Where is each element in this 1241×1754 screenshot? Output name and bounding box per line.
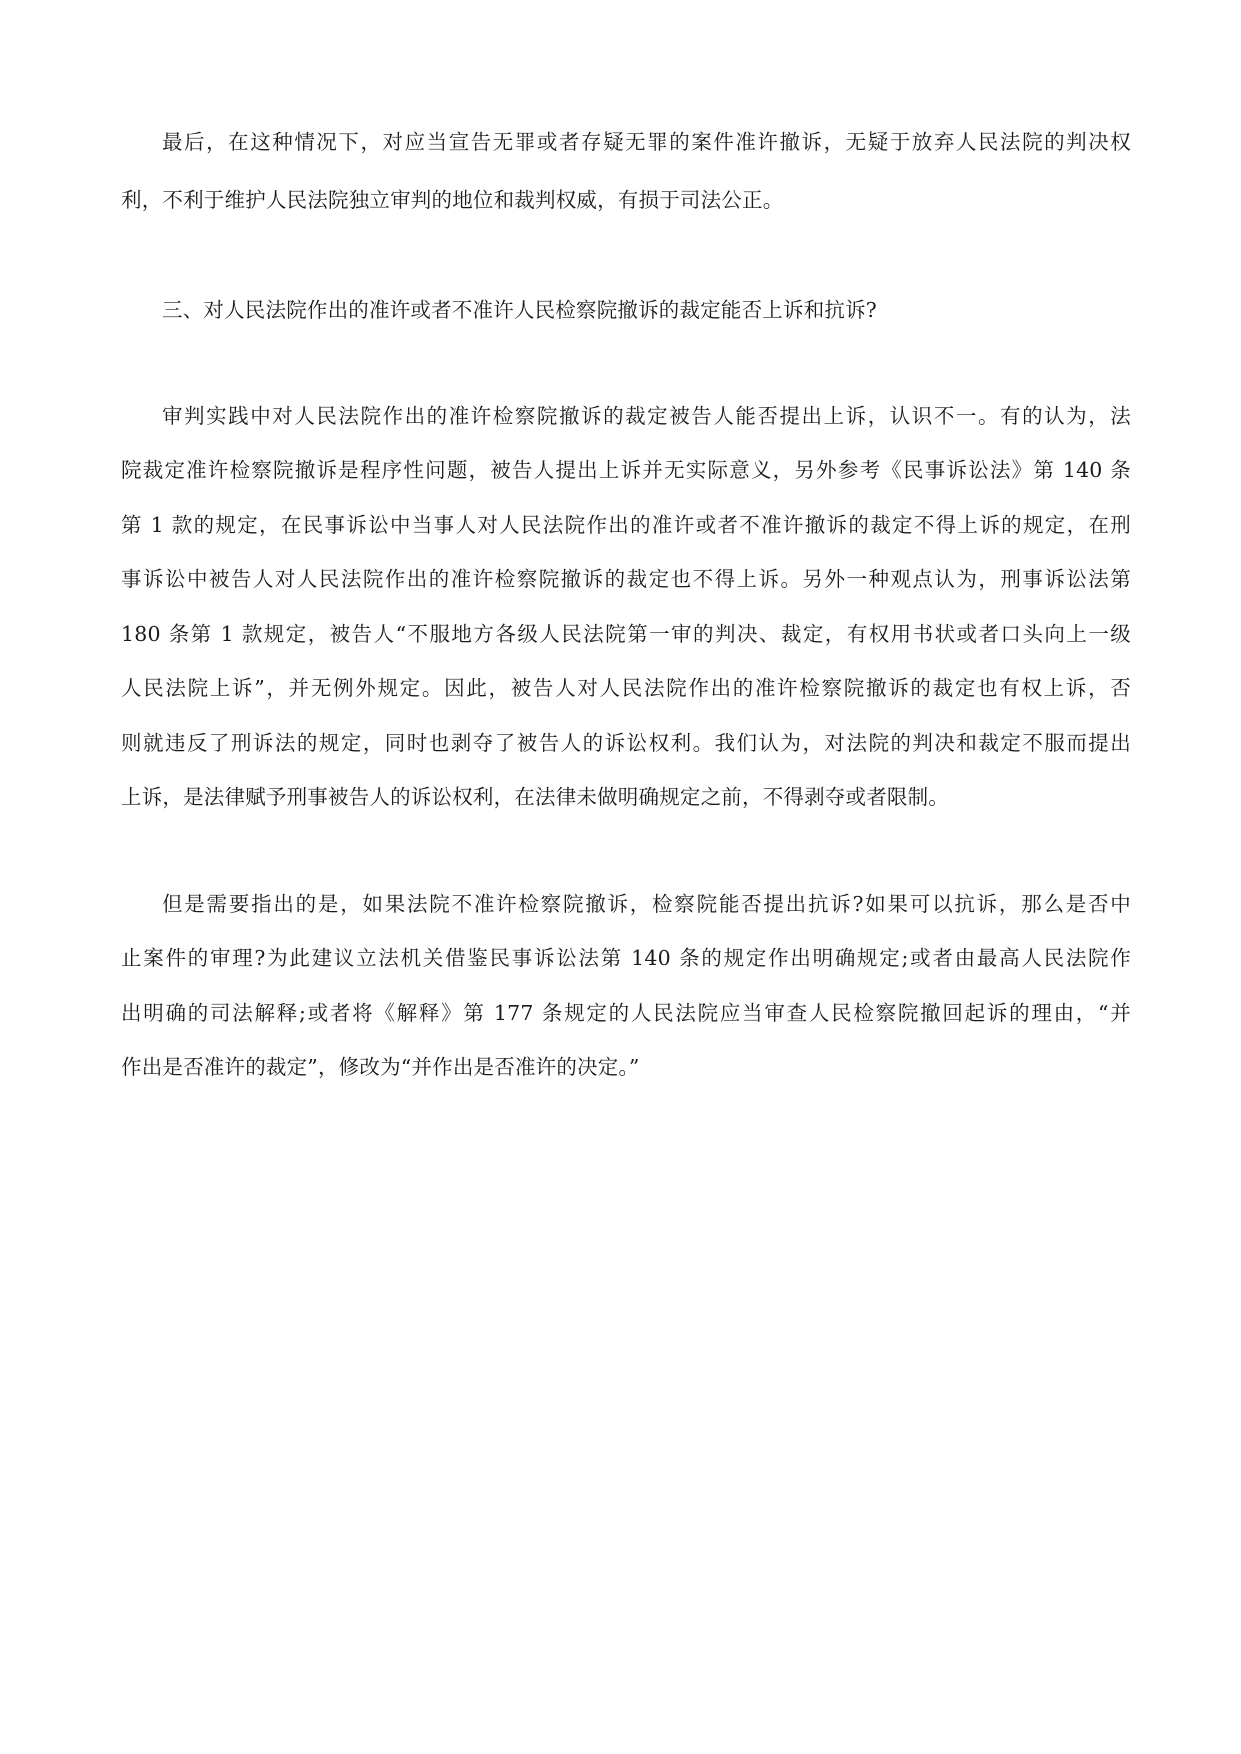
paragraph-3-line-3: 第 1 款的规定，在民事诉讼中当事人对人民法院作出的准许或者不准许撤诉的裁定不得上诉的规定，在刑 [121, 513, 1131, 537]
paragraph-3-line-6: 人民法院上诉”，并无例外规定。因此，被告人对人民法院作出的准许检察院撤诉的裁定也有权上诉，否 [121, 676, 1131, 700]
section-heading: 三、对人民法院作出的准许或者不准许人民检察院撤诉的裁定能否上诉和抗诉? [162, 298, 877, 322]
paragraph-4-line-1: 但是需要指出的是，如果法院不准许检察院撤诉，检察院能否提出抗诉?如果可以抗诉，那么是否中 [162, 892, 1131, 916]
paragraph-4-line-4: 作出是否准许的裁定”，修改为“并作出是否准许的决定。” [121, 1055, 640, 1079]
paragraph-3-line-2: 院裁定准许检察院撤诉是程序性问题，被告人提出上诉并无实际意义，另外参考《民事诉讼法》第 140 条 [121, 458, 1131, 482]
paragraph-3-line-1: 审判实践中对人民法院作出的准许检察院撤诉的裁定被告人能否提出上诉，认识不一。有的认为，法 [162, 404, 1131, 428]
paragraph-1-line-1: 最后，在这种情况下，对应当宣告无罪或者存疑无罪的案件准许撤诉，无疑于放弃人民法院的判决权 [162, 130, 1131, 154]
paragraph-3-line-7: 则就违反了刑诉法的规定，同时也剥夺了被告人的诉讼权利。我们认为，对法院的判决和裁定不服而提出 [121, 731, 1131, 755]
paragraph-3-line-5: 180 条第 1 款规定，被告人“不服地方各级人民法院第一审的判决、裁定，有权用书状或者口头向上一级 [121, 622, 1131, 646]
paragraph-4-line-2: 止案件的审理?为此建议立法机关借鉴民事诉讼法第 140 条的规定作出明确规定;或者由最高人民法院作 [121, 946, 1131, 970]
paragraph-4-line-3: 出明确的司法解释;或者将《解释》第 177 条规定的人民法院应当审查人民检察院撤回起诉的理由，“并 [121, 1001, 1131, 1025]
paragraph-1-line-2: 利，不利于维护人民法院独立审判的地位和裁判权威，有损于司法公正。 [121, 188, 784, 212]
paragraph-3-line-4: 事诉讼中被告人对人民法院作出的准许检察院撤诉的裁定也不得上诉。另外一种观点认为，刑事诉讼法第 [121, 567, 1131, 591]
paragraph-3-line-8: 上诉，是法律赋予刑事被告人的诉讼权利，在法律未做明确规定之前，不得剥夺或者限制。 [121, 785, 949, 809]
